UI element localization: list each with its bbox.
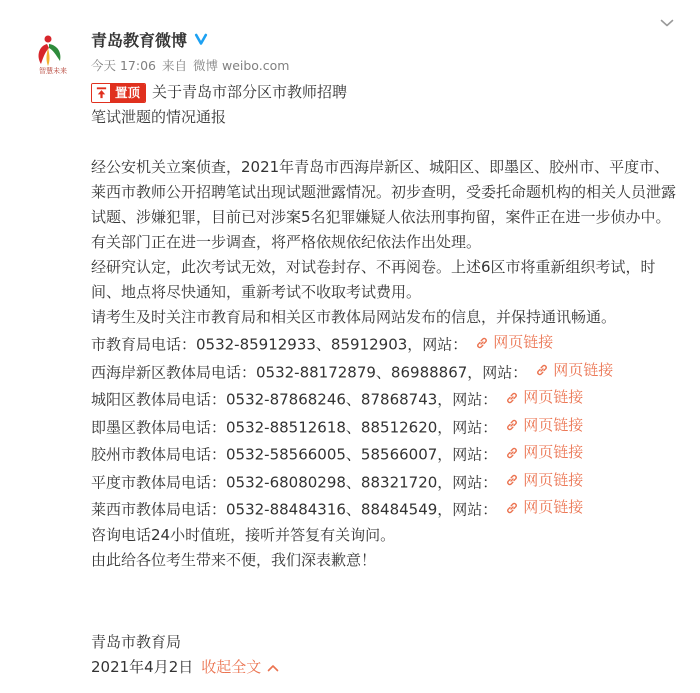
web-link-label: 网页链接 bbox=[523, 388, 584, 406]
link-icon bbox=[505, 473, 519, 487]
contact-text: 市教育局电话：0532-85912933、85912903，网站： bbox=[91, 335, 468, 354]
link-icon bbox=[505, 446, 519, 460]
contact-list bbox=[91, 330, 676, 523]
contact-line bbox=[91, 468, 676, 496]
collapse-label: 收起全文 bbox=[201, 658, 262, 676]
web-link-label: 网页链接 bbox=[523, 498, 584, 516]
contact-line bbox=[91, 385, 676, 413]
contact-line bbox=[91, 413, 676, 441]
web-link[interactable] bbox=[505, 385, 583, 410]
post-date: 2021年4月2日 bbox=[91, 658, 194, 676]
post-title-line2: 笔试泄题的情况通报 bbox=[91, 108, 227, 126]
contact-line bbox=[91, 495, 676, 523]
body-paragraph-1: 经公安机关立案侦查，2021年青岛市西海岸新区、城阳区、即墨区、胶州市、平度市、莱西市教师公开招聘笔试出现试题泄露情况。初步查明，受委托命题机构的相关人员泄露试题、涉嫌犯罪，目前已对涉案5名犯罪嫌疑人依法刑事拘留，案件正在进一步侦办中。有关部门正在进一步调查，将严格依规依纪依法作出处理。 bbox=[91, 158, 677, 251]
post-header bbox=[91, 26, 660, 86]
contact-text: 平度市教体局电话：0532-68080298、88321720，网站： bbox=[91, 473, 498, 491]
contact-line bbox=[91, 358, 676, 386]
web-link[interactable] bbox=[475, 330, 553, 355]
link-icon bbox=[475, 336, 489, 350]
post-time[interactable]: 今天 17:06 bbox=[91, 58, 156, 73]
link-icon bbox=[505, 391, 519, 405]
contact-text: 莱西市教体局电话：0532-88484316、88484549，网站： bbox=[91, 500, 498, 519]
contact-line bbox=[91, 440, 676, 468]
link-icon bbox=[505, 418, 519, 432]
web-link-label: 网页链接 bbox=[523, 470, 584, 489]
hotline-text: 咨询电话24小时值班，接听并答复有关询问。 bbox=[91, 525, 396, 544]
post-content bbox=[91, 80, 676, 573]
contact-text: 西海岸新区教体局电话：0532-88172879、86988867，网站： bbox=[91, 363, 528, 381]
body-paragraph-3: 请考生及时关注市教育局和相关区市教体局网站发布的信息，并保持通讯畅通。 bbox=[91, 308, 617, 326]
web-link[interactable] bbox=[535, 358, 613, 383]
post-title-line1: 关于青岛市部分区市教师招聘 bbox=[152, 83, 348, 101]
pin-icon bbox=[95, 86, 108, 99]
contact-text: 胶州市教体局电话：0532-58566005、58566007，网站： bbox=[91, 445, 498, 464]
post-footer bbox=[91, 630, 279, 680]
chevron-down-icon[interactable] bbox=[660, 18, 674, 28]
collapse-button[interactable] bbox=[201, 655, 279, 680]
web-link[interactable] bbox=[505, 440, 583, 465]
web-link[interactable] bbox=[505, 468, 583, 493]
link-icon bbox=[535, 363, 549, 377]
web-link-label: 网页链接 bbox=[523, 443, 584, 461]
signature: 青岛市教育局 bbox=[91, 633, 182, 651]
post-meta bbox=[91, 56, 660, 74]
from-label: 来自 bbox=[162, 58, 188, 73]
apology-text: 由此给各位考生带来不便，我们深表歉意！ bbox=[91, 550, 377, 569]
avatar-caption: 智慧未来 bbox=[39, 67, 67, 75]
author-name[interactable]: 青岛教育微博 bbox=[91, 30, 188, 50]
contact-text: 即墨区教体局电话：0532-88512618、88512620，网站： bbox=[91, 418, 498, 436]
web-link-label: 网页链接 bbox=[553, 360, 614, 379]
pin-badge bbox=[91, 83, 146, 103]
pin-label: 置顶 bbox=[110, 84, 145, 102]
web-link[interactable] bbox=[505, 495, 583, 520]
post-source[interactable]: 微博 weibo.com bbox=[193, 58, 290, 73]
link-icon bbox=[505, 501, 519, 515]
web-link-label: 网页链接 bbox=[493, 333, 554, 351]
web-link-label: 网页链接 bbox=[523, 415, 584, 434]
body-paragraph-2: 经研究认定，此次考试无效，对试卷封存、不再阅卷。上述6区市将重新组织考试，时间、地点将尽快通知，重新考试不收取考试费用。 bbox=[91, 258, 656, 301]
contact-text: 城阳区教体局电话：0532-87868246、87868743，网站： bbox=[91, 390, 498, 409]
chevron-up-icon bbox=[267, 664, 279, 672]
web-link[interactable] bbox=[505, 413, 583, 438]
contact-line bbox=[91, 330, 676, 358]
verified-badge-icon bbox=[193, 31, 209, 47]
